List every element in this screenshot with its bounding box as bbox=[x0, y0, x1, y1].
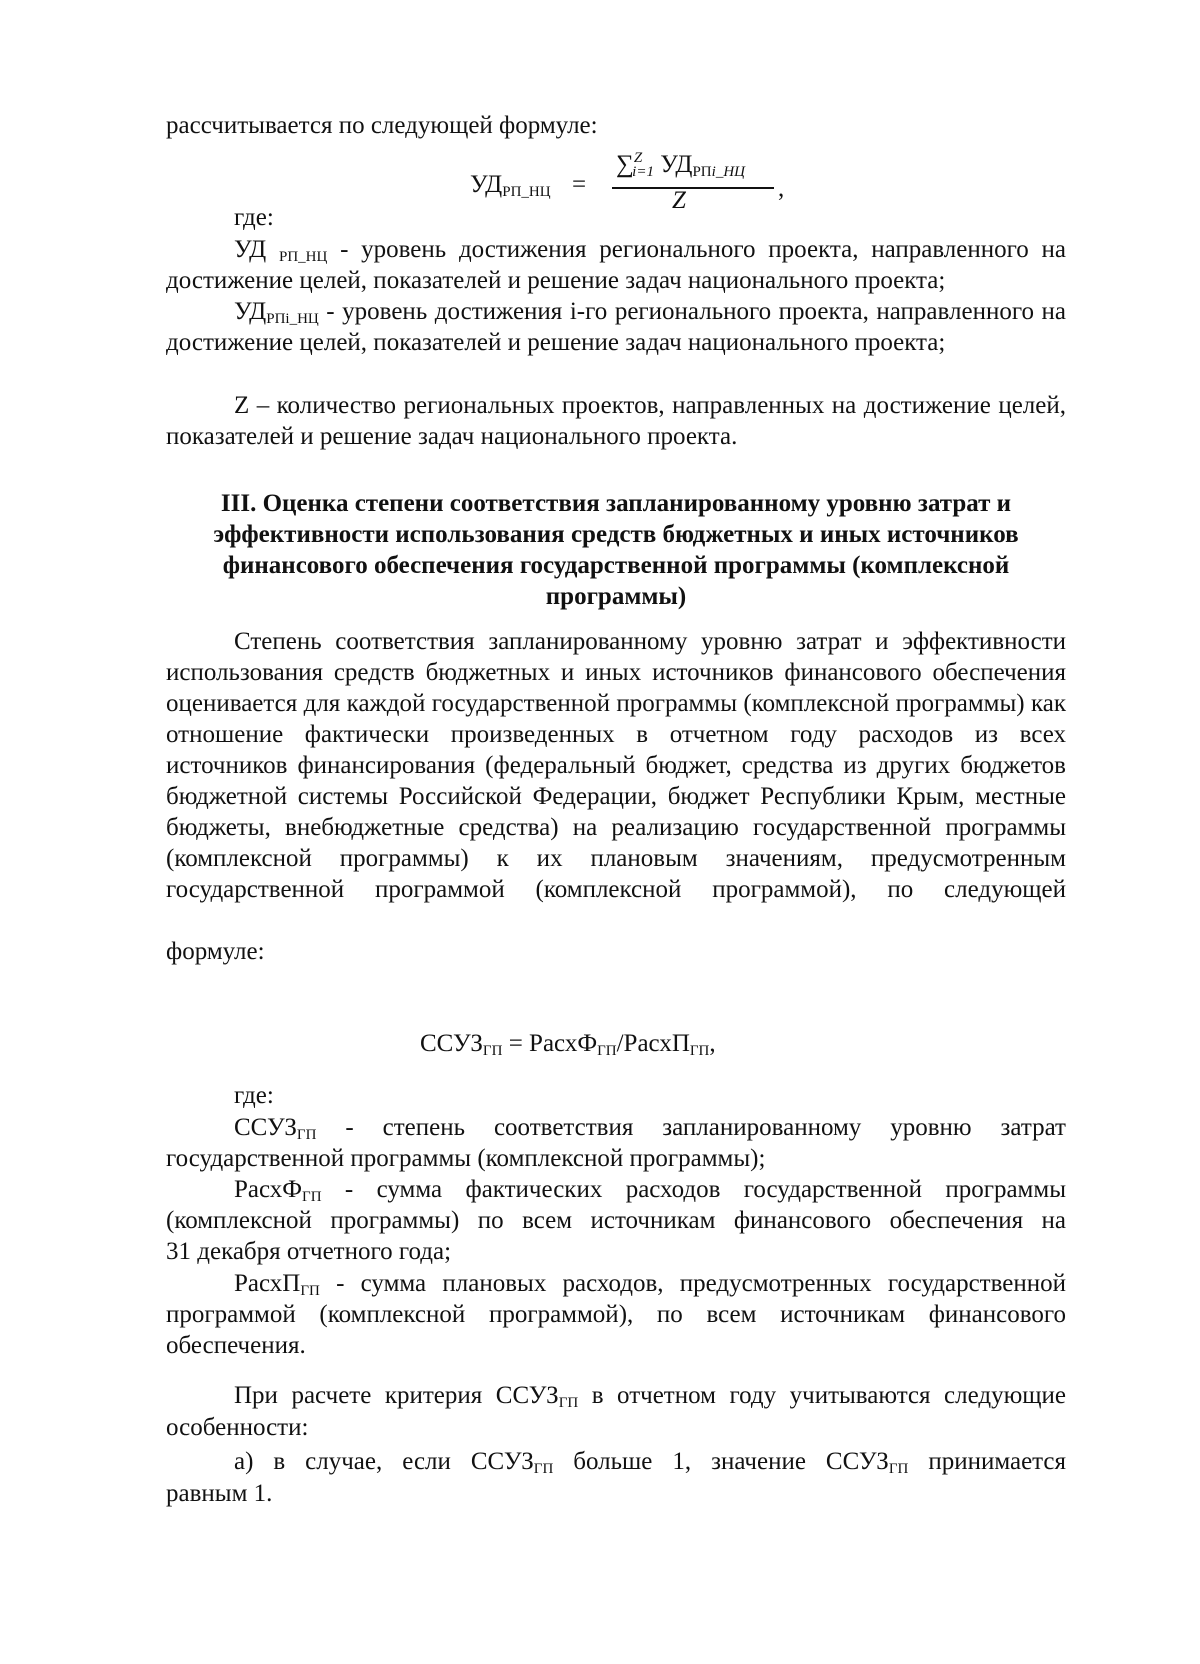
formula-denominator: Z bbox=[672, 187, 686, 214]
definition-raskhp: РасхП$_{ГП}$ - сумма плановых расходов, предусмотренных государственной программой (комплексной программой), по всем источникам финансового bbox=[166, 1270, 1066, 1328]
definition-ssuz: $ССУЗ_{ГП}$ - степень соответствия запланированному уровню затрат государственной программы (комплексной программы); bbox=[166, 1114, 1066, 1172]
paragraph-case-a-last: равным 1. bbox=[166, 1480, 273, 1507]
definition-ud-rp-nc: УД $_{РП\_НЦ}$ - уровень достижения регионального проекта, направленного на достижение целей, показателей и решение задач национального проекта; bbox=[166, 236, 1066, 294]
definition-raskhp-last: обеспечения. bbox=[166, 1332, 306, 1359]
paragraph-case-a: а) в случае, если $ССУЗ_{ГП}$ больше 1, значение $ССУЗ_{ГП}$ принимается bbox=[234, 1448, 1066, 1477]
where-label-2: где: bbox=[234, 1082, 274, 1109]
paragraph-criteria: При расчете критерия $ССУЗ_{ГП}$ в отчетном году учитываются следующие bbox=[234, 1382, 1067, 1411]
formula-equals: = bbox=[572, 171, 587, 198]
fraction-bar bbox=[612, 187, 774, 189]
intro-line: рассчитывается по следующей формуле: bbox=[166, 112, 598, 139]
formula-ssuz: $ССУЗ_{ГП}$ = РасхФ$_{ГП}$/РасхП$_{ГП}$, bbox=[420, 1030, 716, 1059]
paragraph-main: Степень соответствия запланированному уровню затрат и эффективности использования средств бюджетных и иных источников финансового обеспечения оценивается для каждой государственной программы (комплексной программы) как отношение фактически произведенных в отчетном году расходов из всех источников финансирования (федеральный бюджет, средства из других бюджетов бюджетной системы Российской Федерации, бюджет Республики Крым, местные бюджеты, внебюджетные средства) на реализацию государственной программы (комплексной программы) к их плановым значениям, предусмотренным государственной программой (комплексной программой), по следующей bbox=[166, 628, 1066, 903]
section-heading: III. Оценка степени соответствия запланированному уровню затрат и эффективности использования средств бюджетных и иных источников финансового обеспечения государственной программы (комплексной программы) bbox=[213, 490, 1019, 610]
formula-numerator: ∑$^Z_{i=1}$ $УД_{РПi\_НЦ}$ bbox=[616, 150, 745, 180]
definition-z: Z – количество региональных проектов, направленных на достижение целей, показателей и решение задач национального проекта. bbox=[166, 392, 1066, 450]
formula-comma: , bbox=[778, 175, 785, 202]
where-label: где: bbox=[234, 204, 274, 231]
definition-raskhf-last: 31 декабря отчетного года; bbox=[166, 1238, 452, 1265]
formula-lhs: $УД_{РП\_НЦ}$ bbox=[470, 171, 551, 200]
paragraph-main-last: формуле: bbox=[166, 938, 265, 965]
paragraph-criteria-last: особенности: bbox=[166, 1414, 309, 1441]
definition-raskhf: РасхФ$_{ГП}$ - сумма фактических расходов государственной программы (комплексной программы) по всем источникам финансового обеспечения на bbox=[166, 1176, 1066, 1234]
definition-ud-rpi-nc: $УД_{РПi\_НЦ}$ - уровень достижения i-го регионального проекта, направленного на достижение целей, показателей и решение задач национального проекта; bbox=[166, 298, 1066, 356]
